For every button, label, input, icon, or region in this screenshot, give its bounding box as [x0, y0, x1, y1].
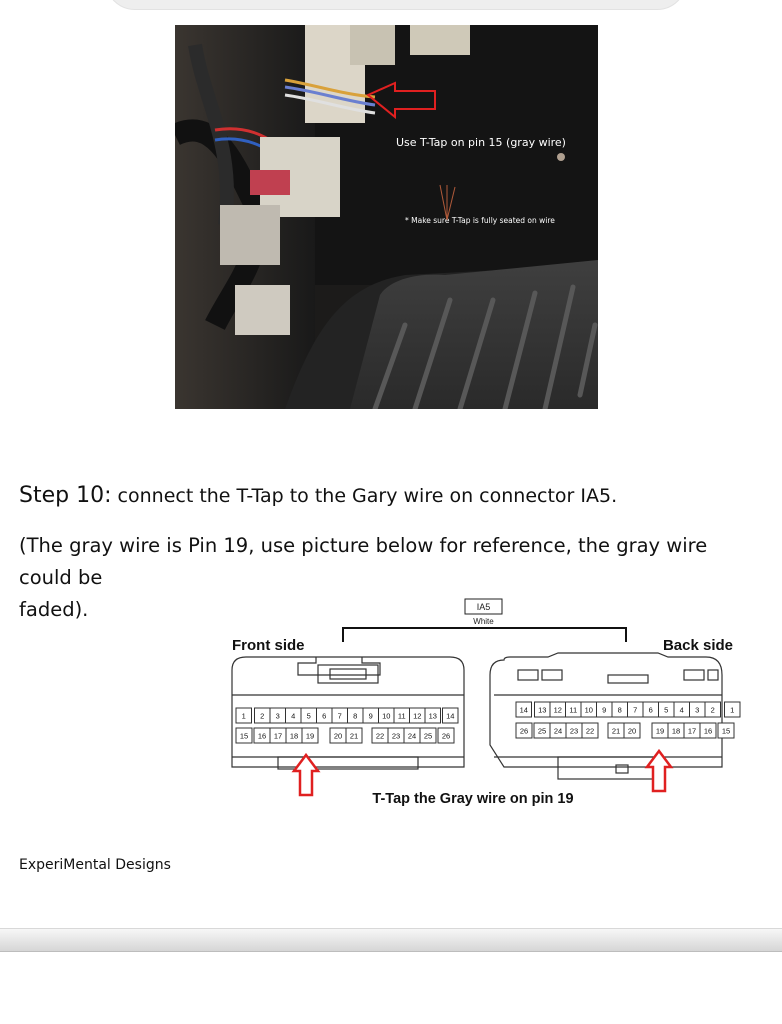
pin-label: 15: [721, 726, 731, 736]
pin-label: 5: [664, 705, 669, 715]
pin-label: 17: [273, 731, 283, 741]
pin-label: 21: [349, 731, 359, 741]
pin-label: 14: [519, 705, 528, 715]
pin-label: 12: [413, 711, 422, 721]
pin-label: 4: [679, 705, 684, 715]
front-pin-grid: [236, 708, 458, 743]
connector-id: IA5: [476, 602, 491, 612]
front-side-label: Front side: [232, 637, 305, 654]
pin-label: 22: [375, 731, 385, 741]
pin-label: 6: [322, 711, 327, 721]
pin-label: 11: [569, 705, 578, 715]
pin-label: 9: [602, 705, 607, 715]
pin-label: 13: [428, 711, 437, 721]
pin-label: 25: [423, 731, 433, 741]
step-text: connect the T-Tap to the Gary wire on connector IA5.: [111, 485, 618, 507]
pin-label: 9: [368, 711, 373, 721]
pin-label: 20: [627, 726, 637, 736]
pin-label: 1: [730, 705, 735, 715]
back-pin-grid: [516, 702, 740, 738]
step-heading: Step 10:: [19, 483, 112, 508]
pin-label: 1: [241, 711, 246, 721]
pin-label: 18: [289, 731, 299, 741]
pin-label: 19: [655, 726, 665, 736]
pin-label: 12: [553, 705, 562, 715]
note-line-3: faded).: [19, 598, 89, 621]
previous-page-edge: [105, 0, 687, 10]
pin-label: 19: [305, 731, 315, 741]
pin-label: 22: [585, 726, 595, 736]
front-pin-19-arrow: [294, 755, 318, 795]
step-10-paragraph: [19, 480, 617, 512]
pin-label: 2: [710, 705, 715, 715]
pin-label: 24: [407, 731, 417, 741]
pin-label: 20: [333, 731, 343, 741]
pin-label: 8: [353, 711, 358, 721]
pin-label: 16: [257, 731, 267, 741]
photo-label-note: * Make sure T-Tap is fully seated on wire: [405, 216, 555, 225]
pin-label: 7: [337, 711, 342, 721]
pin-label: 2: [260, 711, 265, 721]
pin-label: 5: [306, 711, 311, 721]
pin-label: 15: [239, 731, 249, 741]
photo-label-main: Use T-Tap on pin 15 (gray wire): [396, 136, 566, 149]
pin-label: 14: [446, 711, 455, 721]
note-line-2: could be: [19, 566, 103, 589]
pin-label: 16: [703, 726, 713, 736]
pin-label: 8: [617, 705, 622, 715]
diagram-caption: T-Tap the Gray wire on pin 19: [372, 791, 574, 807]
pin-label: 23: [391, 731, 401, 741]
pin-label: 25: [537, 726, 547, 736]
connector-color: White: [473, 617, 494, 626]
pin-label: 21: [611, 726, 621, 736]
note-line-1: (The gray wire is Pin 19, use picture below for reference, the gray wire: [19, 534, 708, 557]
pin-label: 13: [538, 705, 547, 715]
pin-label: 6: [648, 705, 653, 715]
connector-diagram: [218, 595, 758, 815]
pin-label: 24: [553, 726, 563, 736]
pin-label: 26: [441, 731, 451, 741]
pin-label: 23: [569, 726, 579, 736]
pin-label: 10: [584, 705, 593, 715]
pin-label: 11: [397, 711, 406, 721]
pin-label: 4: [291, 711, 296, 721]
pin-label: 3: [275, 711, 280, 721]
pin-label: 3: [695, 705, 700, 715]
pin-label: 7: [633, 705, 638, 715]
pin-label: 10: [382, 711, 391, 721]
back-side-label: Back side: [662, 637, 733, 654]
footer-text: ExperiMental Designs: [19, 857, 171, 873]
page-separator: [0, 928, 782, 952]
pin-label: 26: [519, 726, 529, 736]
pin-label: 17: [687, 726, 697, 736]
under-dash-photo: [175, 25, 598, 409]
pin-label: 18: [671, 726, 681, 736]
